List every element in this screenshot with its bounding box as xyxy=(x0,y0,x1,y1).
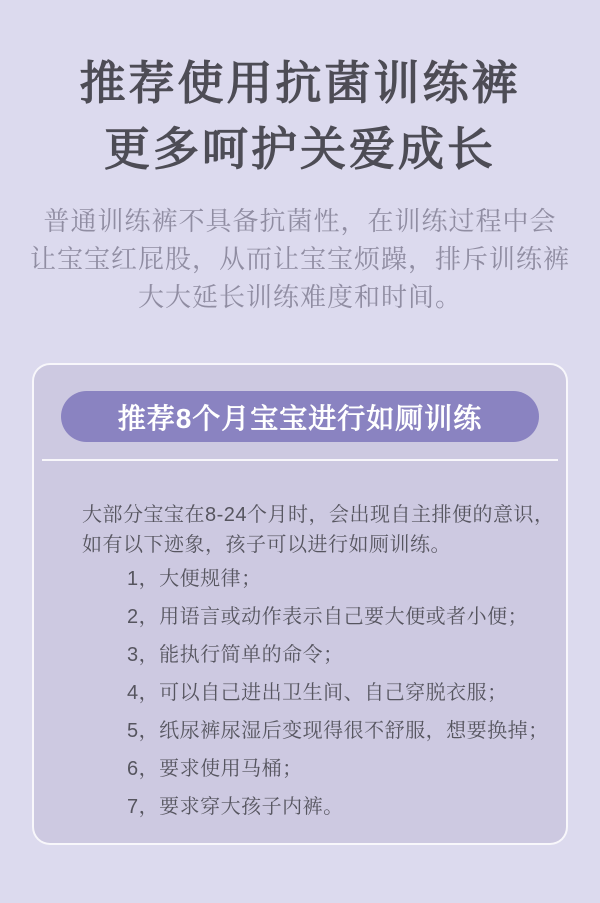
page-title-line: 推荐使用抗菌训练裤 xyxy=(79,57,521,109)
card-intro-line: 大部分宝宝在8-24个月时，会出现自主排便的意识， xyxy=(82,504,555,526)
hero-subtitle-line: 普通训练裤不具备抗菌性，在训练过程中会 xyxy=(43,206,557,236)
sign-list-item: 2，用语言或动作表示自己要大便或者小便； xyxy=(127,606,529,628)
page-title-line: 更多呵护关爱成长 xyxy=(104,123,496,175)
hero-subtitle-line: 让宝宝红屁股，从而让宝宝烦躁，排斥训练裤 xyxy=(29,244,570,274)
sign-list-item: 7，要求穿大孩子内裤。 xyxy=(127,796,344,818)
sign-list-item: 6，要求使用马桶； xyxy=(127,758,303,780)
page-title xyxy=(0,50,600,182)
training-signs-card xyxy=(32,363,568,845)
signs-list xyxy=(34,560,566,826)
sign-list-item: 3，能执行简单的命令； xyxy=(127,644,344,666)
sign-list-item: 1，大便规律； xyxy=(127,568,262,590)
hero-subtitle-line: 大大延长训练难度和时间。 xyxy=(137,282,462,312)
card-intro-line: 如有以下迹象，孩子可以进行如厕训练。 xyxy=(82,534,451,556)
section-badge: 推荐8个月宝宝进行如厕训练 xyxy=(61,391,539,442)
hero-subtitle xyxy=(0,202,600,316)
card-intro xyxy=(34,500,566,560)
hero-section xyxy=(0,0,600,316)
sign-list-item: 4，可以自己进出卫生间、自己穿脱衣服； xyxy=(127,682,508,704)
sign-list-item: 5，纸尿裤尿湿后变现得很不舒服，想要换掉； xyxy=(127,720,549,742)
divider xyxy=(42,459,558,461)
